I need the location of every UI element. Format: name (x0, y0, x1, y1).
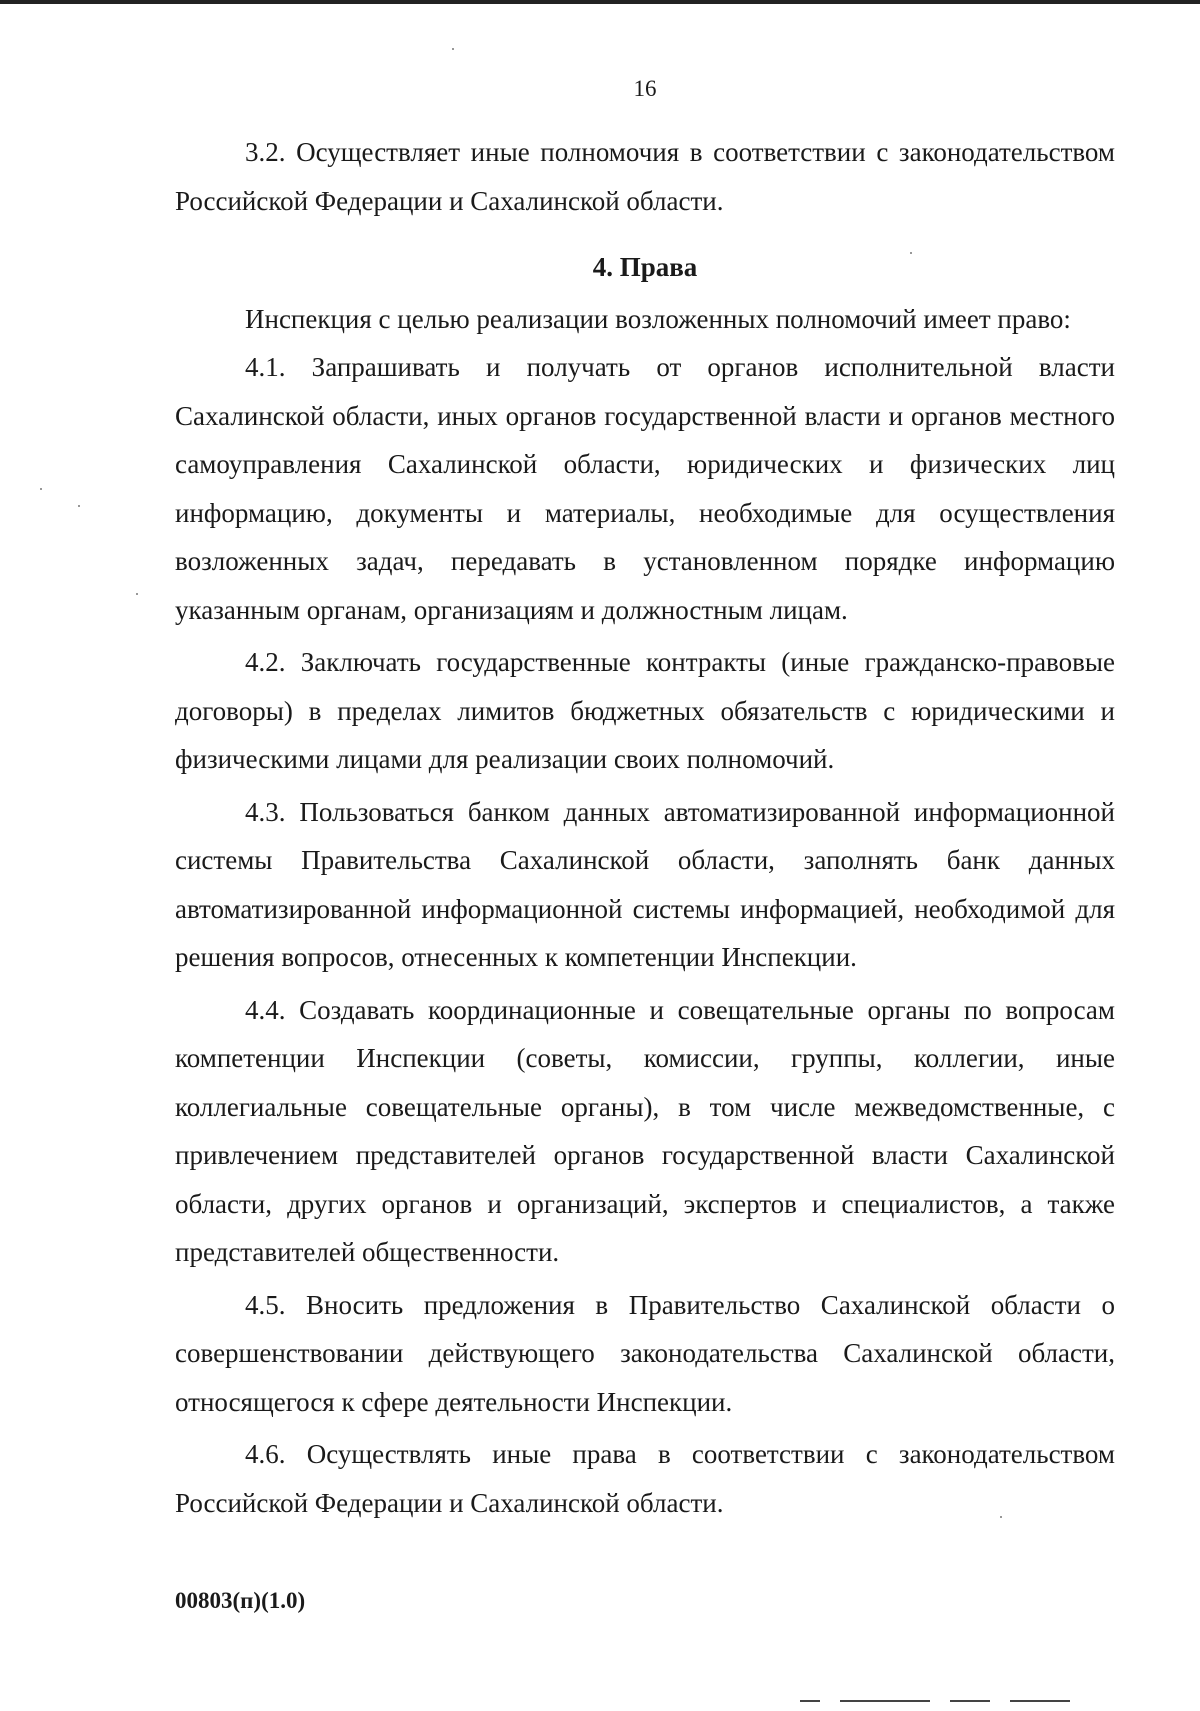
document-body (175, 128, 1115, 1527)
paragraph-4-6: 4.6. Осуществлять иные права в соответствии с законодательством Российской Федерации и Сахалинской области. (175, 1439, 1115, 1518)
scan-speck (40, 488, 42, 490)
paragraph-4-3: 4.3. Пользоваться банком данных автоматизированной информационной системы Правительства Сахалинской области, заполнять банк данных автоматизированной информационной системы информацией, необходимой для решения вопросов, отнесенных к компетенции Инспекции. (175, 796, 1115, 972)
scan-top-edge (0, 0, 1200, 4)
scan-bottom-edge (800, 1700, 820, 1702)
scan-speck (136, 593, 138, 595)
paragraph-3-2: 3.2. Осуществляет иные полномочия в соответствии с законодательством Российской Федерации и Сахалинской области. (175, 137, 1115, 216)
scan-speck (910, 252, 912, 254)
scan-bottom-edge (1010, 1700, 1070, 1702)
paragraph-4-5: 4.5. Вносить предложения в Правительство Сахалинской области о совершенствовании действующего законодательства Сахалинской области, относящегося к сфере деятельности Инспекции. (175, 1289, 1115, 1417)
scan-speck (1000, 1516, 1002, 1518)
document-code: 00803(п)(1.0) (175, 1588, 306, 1613)
paragraph-4-1: 4.1. Запрашивать и получать от органов исполнительной власти Сахалинской области, иных органов государственной власти и органов местного самоуправления Сахалинской области, юридических и физических лиц информацию, документы и материалы, необходимые для осуществления возложенных задач, передавать в установленном порядке информацию указанным органам, организациям и должностным лицам. (175, 352, 1115, 625)
scan-speck (78, 505, 80, 507)
paragraph-4-2: 4.2. Заключать государственные контракты (иные гражданско-правовые договоры) в пределах лимитов бюджетных обязательств с юридическими и физическими лицами для реализации своих полномочий. (175, 647, 1115, 774)
scan-speck (452, 48, 454, 50)
section-intro: Инспекция с целью реализации возложенных полномочий имеет право: (245, 303, 1071, 334)
section-heading-rights: 4. Права (592, 252, 698, 282)
scan-bottom-edge (840, 1700, 930, 1702)
page-number: 16 (633, 76, 657, 101)
paragraph-4-4: 4.4. Создавать координационные и совещательные органы по вопросам компетенции Инспекции (советы, комиссии, группы, коллегии, иные коллегиальные совещательные органы), в том числе межведомственные, с привлечением представителей органов государственной власти Сахалинской области, других органов и организаций, экспертов и специалистов, а также представителей общественности. (175, 994, 1115, 1267)
scan-bottom-edge (950, 1700, 990, 1702)
